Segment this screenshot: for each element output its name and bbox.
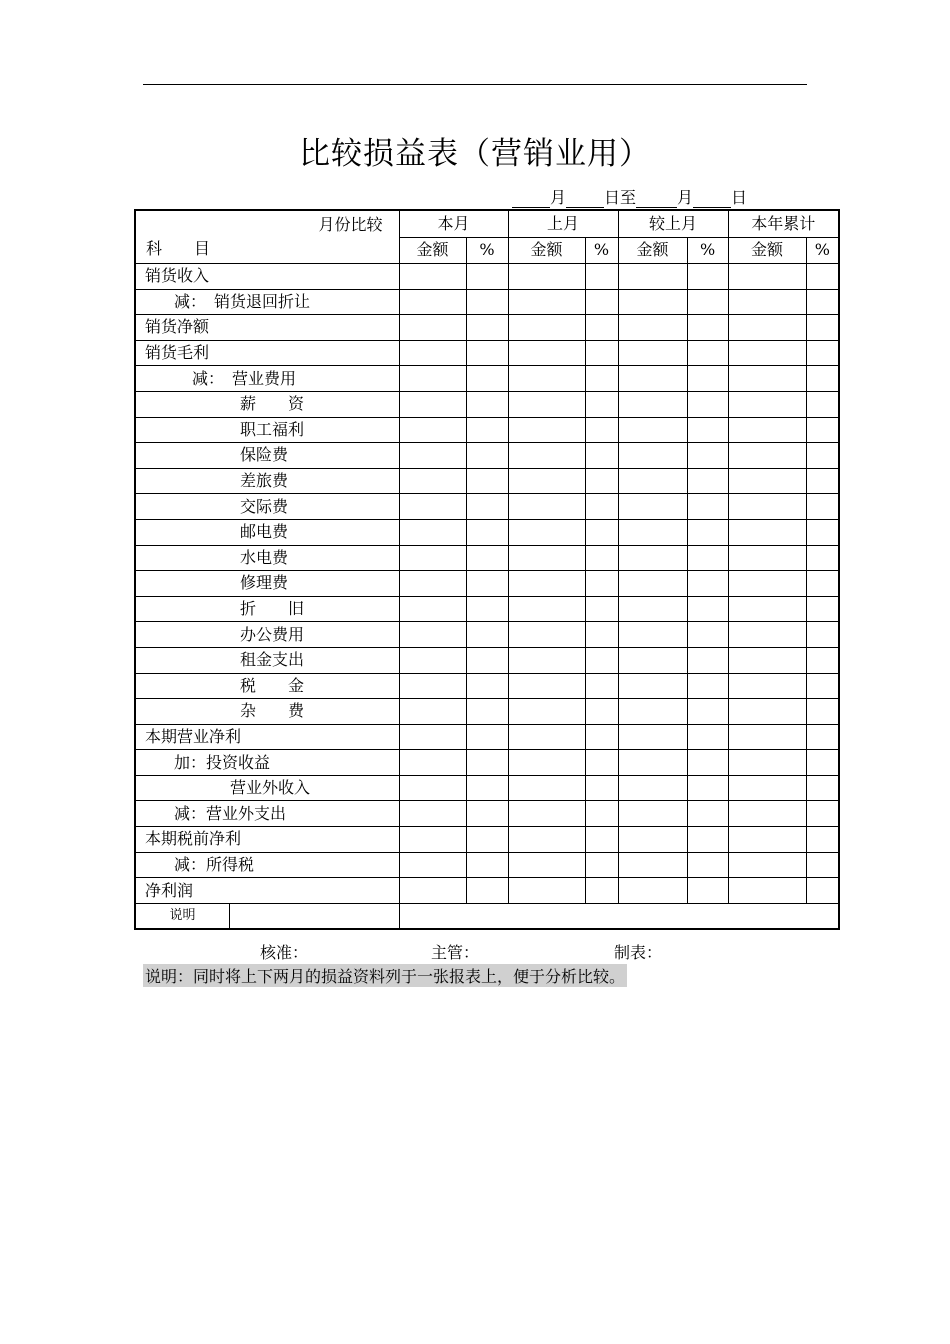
percent-cell[interactable] xyxy=(687,289,728,315)
row-label: 水电费 xyxy=(135,545,399,571)
table-row xyxy=(135,289,839,315)
amount-cell[interactable] xyxy=(399,852,466,878)
percent-cell[interactable] xyxy=(806,315,839,341)
period-header: 较上月 xyxy=(618,210,728,237)
percent-cell[interactable] xyxy=(687,494,728,520)
amount-cell[interactable] xyxy=(618,673,687,699)
amount-cell[interactable] xyxy=(508,315,585,341)
amount-cell[interactable] xyxy=(618,596,687,622)
table-row xyxy=(135,724,839,750)
percent-cell[interactable] xyxy=(585,622,618,648)
percent-cell[interactable] xyxy=(466,417,508,443)
percent-cell[interactable] xyxy=(806,673,839,699)
percent-cell[interactable] xyxy=(585,289,618,315)
amount-cell[interactable] xyxy=(618,391,687,417)
row-label: 杂 费 xyxy=(135,699,399,725)
amount-cell[interactable] xyxy=(508,545,585,571)
percent-cell[interactable] xyxy=(806,443,839,469)
percent-cell[interactable] xyxy=(466,647,508,673)
percent-cell[interactable] xyxy=(806,468,839,494)
amount-cell[interactable] xyxy=(728,775,806,801)
period-header: 上月 xyxy=(508,210,618,237)
percent-cell[interactable] xyxy=(466,878,508,904)
amount-cell[interactable] xyxy=(508,340,585,366)
amount-cell[interactable] xyxy=(508,622,585,648)
amount-cell[interactable] xyxy=(399,673,466,699)
percent-cell[interactable] xyxy=(687,545,728,571)
row-label: 销货净额 xyxy=(135,315,399,341)
percent-cell[interactable] xyxy=(687,264,728,290)
amount-cell[interactable] xyxy=(728,571,806,597)
percent-cell[interactable] xyxy=(585,264,618,290)
table-row xyxy=(135,391,839,417)
percent-cell[interactable] xyxy=(466,750,508,776)
row-label: 本期营业净利 xyxy=(135,724,399,750)
amount-cell[interactable] xyxy=(728,852,806,878)
percent-cell[interactable] xyxy=(806,289,839,315)
percent-cell[interactable] xyxy=(466,596,508,622)
amount-header: 金额 xyxy=(399,237,466,264)
amount-cell[interactable] xyxy=(399,519,466,545)
subject-header-cell xyxy=(135,210,399,264)
amount-cell[interactable] xyxy=(399,443,466,469)
table-row xyxy=(135,340,839,366)
table-row xyxy=(135,852,839,878)
amount-cell[interactable] xyxy=(508,443,585,469)
note-input[interactable] xyxy=(230,904,399,928)
percent-cell[interactable] xyxy=(585,366,618,392)
amount-cell[interactable] xyxy=(728,519,806,545)
amount-cell[interactable] xyxy=(508,289,585,315)
percent-cell[interactable] xyxy=(585,545,618,571)
amount-cell[interactable] xyxy=(728,340,806,366)
amount-cell[interactable] xyxy=(728,673,806,699)
percent-header: % xyxy=(466,237,508,264)
percent-cell[interactable] xyxy=(687,724,728,750)
percent-cell[interactable] xyxy=(585,417,618,443)
day-blank-2[interactable] xyxy=(693,191,731,208)
amount-cell[interactable] xyxy=(399,750,466,776)
note-input-extended[interactable] xyxy=(399,903,839,929)
amount-cell[interactable] xyxy=(618,699,687,725)
table-row xyxy=(135,647,839,673)
amount-header: 金额 xyxy=(508,237,585,264)
approve-label: 核准： xyxy=(260,943,309,962)
percent-cell[interactable] xyxy=(466,264,508,290)
percent-cell[interactable] xyxy=(687,775,728,801)
percent-cell[interactable] xyxy=(687,366,728,392)
amount-cell[interactable] xyxy=(508,699,585,725)
amount-cell[interactable] xyxy=(728,443,806,469)
amount-cell[interactable] xyxy=(508,264,585,290)
row-label: 本期税前净利 xyxy=(135,827,399,853)
amount-cell[interactable] xyxy=(728,647,806,673)
amount-cell[interactable] xyxy=(618,878,687,904)
amount-cell[interactable] xyxy=(618,468,687,494)
amount-cell[interactable] xyxy=(399,827,466,853)
amount-cell[interactable] xyxy=(399,571,466,597)
percent-cell[interactable] xyxy=(466,494,508,520)
amount-cell[interactable] xyxy=(508,827,585,853)
amount-cell[interactable] xyxy=(618,622,687,648)
percent-cell[interactable] xyxy=(466,827,508,853)
note-row xyxy=(135,903,839,929)
amount-cell[interactable] xyxy=(618,264,687,290)
amount-cell[interactable] xyxy=(728,878,806,904)
amount-header: 金额 xyxy=(618,237,687,264)
percent-cell[interactable] xyxy=(466,443,508,469)
row-label: 折 旧 xyxy=(135,596,399,622)
row-label: 租金支出 xyxy=(135,647,399,673)
row-label: 交际费 xyxy=(135,494,399,520)
amount-cell[interactable] xyxy=(618,724,687,750)
amount-cell[interactable] xyxy=(618,366,687,392)
preparer-label: 制表： xyxy=(614,943,663,962)
table-row xyxy=(135,417,839,443)
percent-cell[interactable] xyxy=(466,289,508,315)
amount-cell[interactable] xyxy=(399,340,466,366)
amount-cell[interactable] xyxy=(618,750,687,776)
amount-cell[interactable] xyxy=(399,596,466,622)
percent-cell[interactable] xyxy=(687,647,728,673)
percent-cell[interactable] xyxy=(687,391,728,417)
percent-cell[interactable] xyxy=(466,519,508,545)
percent-cell[interactable] xyxy=(585,519,618,545)
amount-cell[interactable] xyxy=(399,647,466,673)
percent-cell[interactable] xyxy=(585,315,618,341)
percent-cell[interactable] xyxy=(585,443,618,469)
percent-cell[interactable] xyxy=(806,545,839,571)
amount-cell[interactable] xyxy=(728,417,806,443)
amount-cell[interactable] xyxy=(728,468,806,494)
amount-cell[interactable] xyxy=(618,801,687,827)
table-row xyxy=(135,775,839,801)
percent-header: % xyxy=(687,237,728,264)
month-blank-1[interactable] xyxy=(512,191,550,208)
table-row xyxy=(135,878,839,904)
percent-cell[interactable] xyxy=(585,494,618,520)
amount-cell[interactable] xyxy=(399,878,466,904)
subject-label: 科 目 xyxy=(146,239,211,258)
percent-cell[interactable] xyxy=(806,699,839,725)
percent-cell[interactable] xyxy=(806,775,839,801)
percent-cell[interactable] xyxy=(466,391,508,417)
amount-cell[interactable] xyxy=(399,289,466,315)
table-row xyxy=(135,366,839,392)
percent-cell[interactable] xyxy=(466,852,508,878)
amount-cell[interactable] xyxy=(508,366,585,392)
note-cell-wrapper xyxy=(135,903,399,929)
day-label-1: 日至 xyxy=(604,188,637,207)
table-row xyxy=(135,545,839,571)
percent-cell[interactable] xyxy=(687,519,728,545)
percent-cell[interactable] xyxy=(687,673,728,699)
amount-cell[interactable] xyxy=(728,750,806,776)
percent-cell[interactable] xyxy=(585,647,618,673)
percent-cell[interactable] xyxy=(806,571,839,597)
row-label: 加：投资收益 xyxy=(135,750,399,776)
amount-cell[interactable] xyxy=(618,443,687,469)
row-label: 办公费用 xyxy=(135,622,399,648)
amount-header: 金额 xyxy=(728,237,806,264)
table-row xyxy=(135,571,839,597)
amount-cell[interactable] xyxy=(508,417,585,443)
amount-cell[interactable] xyxy=(399,366,466,392)
amount-cell[interactable] xyxy=(728,622,806,648)
percent-cell[interactable] xyxy=(687,340,728,366)
amount-cell[interactable] xyxy=(618,519,687,545)
percent-cell[interactable] xyxy=(585,878,618,904)
amount-cell[interactable] xyxy=(618,852,687,878)
amount-cell[interactable] xyxy=(618,417,687,443)
amount-cell[interactable] xyxy=(618,289,687,315)
header-row-periods xyxy=(135,210,839,237)
percent-cell[interactable] xyxy=(806,264,839,290)
amount-cell[interactable] xyxy=(728,801,806,827)
amount-cell[interactable] xyxy=(508,724,585,750)
amount-cell[interactable] xyxy=(399,622,466,648)
percent-cell[interactable] xyxy=(466,366,508,392)
percent-cell[interactable] xyxy=(687,827,728,853)
percent-cell[interactable] xyxy=(466,801,508,827)
amount-cell[interactable] xyxy=(508,468,585,494)
amount-cell[interactable] xyxy=(508,494,585,520)
percent-cell[interactable] xyxy=(466,775,508,801)
percent-cell[interactable] xyxy=(806,801,839,827)
table-row xyxy=(135,622,839,648)
footnote: 说明：同时将上下两月的损益资料列于一张报表上，便于分析比较。 xyxy=(143,964,627,987)
note-label: 说明 xyxy=(136,904,230,928)
amount-cell[interactable] xyxy=(728,699,806,725)
percent-header: % xyxy=(585,237,618,264)
percent-cell[interactable] xyxy=(806,340,839,366)
day-blank-1[interactable] xyxy=(566,191,604,208)
amount-cell[interactable] xyxy=(508,750,585,776)
percent-cell[interactable] xyxy=(585,391,618,417)
table-row xyxy=(135,468,839,494)
row-label: 减：所得税 xyxy=(135,852,399,878)
percent-cell[interactable] xyxy=(806,852,839,878)
period-header: 本年累计 xyxy=(728,210,839,237)
percent-cell[interactable] xyxy=(806,417,839,443)
percent-cell[interactable] xyxy=(687,622,728,648)
amount-cell[interactable] xyxy=(399,417,466,443)
amount-cell[interactable] xyxy=(508,647,585,673)
amount-cell[interactable] xyxy=(618,315,687,341)
amount-cell[interactable] xyxy=(618,571,687,597)
percent-cell[interactable] xyxy=(585,750,618,776)
row-label: 销货收入 xyxy=(135,264,399,290)
amount-cell[interactable] xyxy=(399,264,466,290)
amount-cell[interactable] xyxy=(728,315,806,341)
table-row xyxy=(135,494,839,520)
percent-header: % xyxy=(806,237,839,264)
percent-cell[interactable] xyxy=(585,724,618,750)
percent-cell[interactable] xyxy=(466,340,508,366)
row-label: 保险费 xyxy=(135,443,399,469)
amount-cell[interactable] xyxy=(508,519,585,545)
percent-cell[interactable] xyxy=(466,545,508,571)
percent-cell[interactable] xyxy=(466,673,508,699)
percent-cell[interactable] xyxy=(585,801,618,827)
percent-cell[interactable] xyxy=(687,571,728,597)
percent-cell[interactable] xyxy=(466,571,508,597)
percent-cell[interactable] xyxy=(466,622,508,648)
percent-cell[interactable] xyxy=(687,801,728,827)
amount-cell[interactable] xyxy=(618,545,687,571)
page-title: 比较损益表（营销业用） xyxy=(299,136,651,172)
compare-label: 月份比较 xyxy=(318,215,383,234)
amount-cell[interactable] xyxy=(728,827,806,853)
amount-cell[interactable] xyxy=(399,494,466,520)
percent-cell[interactable] xyxy=(806,724,839,750)
month-blank-2[interactable] xyxy=(636,191,677,208)
percent-cell[interactable] xyxy=(806,494,839,520)
table-row xyxy=(135,801,839,827)
table-row xyxy=(135,827,839,853)
percent-cell[interactable] xyxy=(806,391,839,417)
row-label: 邮电费 xyxy=(135,519,399,545)
month-label-1: 月 xyxy=(550,188,567,207)
percent-cell[interactable] xyxy=(806,647,839,673)
amount-cell[interactable] xyxy=(508,775,585,801)
income-comparison-table xyxy=(134,209,840,930)
amount-cell[interactable] xyxy=(399,391,466,417)
supervisor-label: 主管： xyxy=(431,943,480,962)
percent-cell[interactable] xyxy=(687,596,728,622)
percent-cell[interactable] xyxy=(466,699,508,725)
top-rule xyxy=(143,84,807,85)
date-range-line xyxy=(512,185,747,208)
table-row xyxy=(135,673,839,699)
row-label: 营业外收入 xyxy=(135,775,399,801)
row-label: 减：营业外支出 xyxy=(135,801,399,827)
amount-cell[interactable] xyxy=(728,596,806,622)
amount-cell[interactable] xyxy=(728,264,806,290)
amount-cell[interactable] xyxy=(728,545,806,571)
amount-cell[interactable] xyxy=(399,699,466,725)
amount-cell[interactable] xyxy=(508,878,585,904)
amount-cell[interactable] xyxy=(508,852,585,878)
period-header: 本月 xyxy=(399,210,508,237)
amount-cell[interactable] xyxy=(508,571,585,597)
percent-cell[interactable] xyxy=(466,724,508,750)
amount-cell[interactable] xyxy=(618,494,687,520)
amount-cell[interactable] xyxy=(728,724,806,750)
percent-cell[interactable] xyxy=(585,468,618,494)
table-row xyxy=(135,596,839,622)
table-row xyxy=(135,315,839,341)
row-label: 税 金 xyxy=(135,673,399,699)
month-label-2: 月 xyxy=(677,188,694,207)
amount-cell[interactable] xyxy=(508,596,585,622)
percent-cell[interactable] xyxy=(585,596,618,622)
table-row xyxy=(135,750,839,776)
percent-cell[interactable] xyxy=(585,827,618,853)
amount-cell[interactable] xyxy=(399,801,466,827)
amount-cell[interactable] xyxy=(728,494,806,520)
percent-cell[interactable] xyxy=(806,622,839,648)
row-label: 减： 销货退回折让 xyxy=(135,289,399,315)
percent-cell[interactable] xyxy=(806,596,839,622)
percent-cell[interactable] xyxy=(806,366,839,392)
table-row xyxy=(135,443,839,469)
row-label: 薪 资 xyxy=(135,391,399,417)
percent-cell[interactable] xyxy=(687,750,728,776)
amount-cell[interactable] xyxy=(618,647,687,673)
table-row xyxy=(135,264,839,290)
percent-cell[interactable] xyxy=(466,315,508,341)
amount-cell[interactable] xyxy=(508,673,585,699)
amount-cell[interactable] xyxy=(728,391,806,417)
percent-cell[interactable] xyxy=(585,699,618,725)
percent-cell[interactable] xyxy=(585,571,618,597)
day-label-2: 日 xyxy=(731,188,748,207)
amount-cell[interactable] xyxy=(399,724,466,750)
amount-cell[interactable] xyxy=(618,827,687,853)
percent-cell[interactable] xyxy=(806,750,839,776)
amount-cell[interactable] xyxy=(399,545,466,571)
amount-cell[interactable] xyxy=(508,391,585,417)
table-row xyxy=(135,519,839,545)
percent-cell[interactable] xyxy=(687,468,728,494)
amount-cell[interactable] xyxy=(618,775,687,801)
percent-cell[interactable] xyxy=(585,852,618,878)
percent-cell[interactable] xyxy=(466,468,508,494)
percent-cell[interactable] xyxy=(687,315,728,341)
percent-cell[interactable] xyxy=(806,519,839,545)
amount-cell[interactable] xyxy=(618,340,687,366)
percent-cell[interactable] xyxy=(687,443,728,469)
row-label: 差旅费 xyxy=(135,468,399,494)
amount-cell[interactable] xyxy=(728,289,806,315)
percent-cell[interactable] xyxy=(806,878,839,904)
row-label: 修理费 xyxy=(135,571,399,597)
amount-cell[interactable] xyxy=(399,315,466,341)
amount-cell[interactable] xyxy=(399,775,466,801)
table-row xyxy=(135,699,839,725)
row-label: 销货毛利 xyxy=(135,340,399,366)
percent-cell[interactable] xyxy=(687,699,728,725)
amount-cell[interactable] xyxy=(508,801,585,827)
amount-cell[interactable] xyxy=(728,366,806,392)
amount-cell[interactable] xyxy=(399,468,466,494)
percent-cell[interactable] xyxy=(687,852,728,878)
percent-cell[interactable] xyxy=(585,775,618,801)
percent-cell[interactable] xyxy=(585,340,618,366)
row-label: 净利润 xyxy=(135,878,399,904)
percent-cell[interactable] xyxy=(687,417,728,443)
row-label: 职工福利 xyxy=(135,417,399,443)
percent-cell[interactable] xyxy=(687,878,728,904)
percent-cell[interactable] xyxy=(806,827,839,853)
percent-cell[interactable] xyxy=(585,673,618,699)
row-label: 减： 营业费用 xyxy=(135,366,399,392)
